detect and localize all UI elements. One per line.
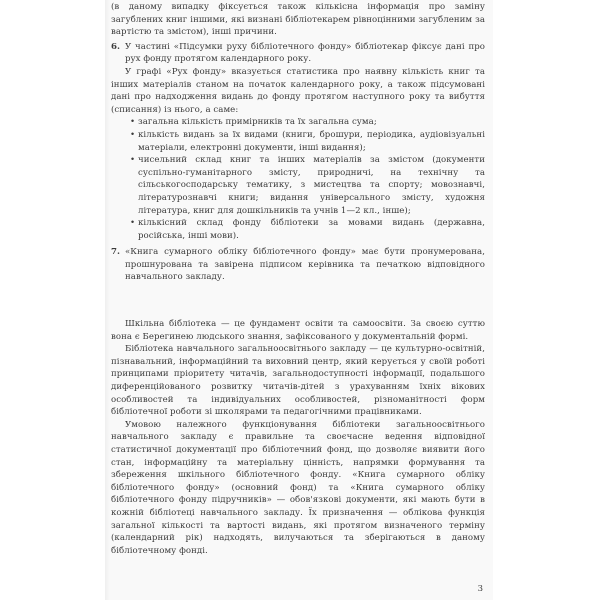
- fund-movement-paragraph: У графі «Рух фонду» вказується статистика про наявну кількість книг та інших матеріалів станом на початок календарного року, а також підсумовані дані про надходження видань до фонду протягом наступного року та вибуття (списання) із нього, а саме:: [111, 66, 485, 115]
- page-content: [111, 1, 485, 557]
- continuation-paragraph: (в даному випадку фіксується також кількісна інформація про заміну загублених книг іншими, які визнані бібліотекарем рівноцінними загубленим за вартістю та змістом), інші причини.: [111, 2, 485, 38]
- section-gap: [111, 284, 485, 318]
- body-paragraph: Шкільна бібліотека — це фундамент освіти та самоосвіти. За своєю суттю вона є Берегинею людського знання, зафіксованого у документальній формі.: [111, 319, 485, 342]
- item-7-text: «Книга сумарного обліку бібліотечного фонду» має бути пронумерована, прошнурована та завірена підписом керівника та печаткою відповідного навчального закладу.: [125, 247, 485, 283]
- body-paragraph: Бібліотека навчального загальноосвітнього закладу — це культурно-освітній, пізнавальний, інформаційний та виховний центр, який керується у своїй роботі принципами пріоритету читачів, загальнодоступності інформації, подальшого диференційованого розвитку читачів-дітей з урахуванням їхніх вікових особливостей та індивідуальних особливостей, різноманітності форм бібліотечної роботи зі школярами та педагогічними працівниками.: [111, 344, 485, 418]
- page-number: 3: [477, 584, 483, 594]
- numbered-item-7: [111, 246, 485, 284]
- body-paragraph: Умовою належного функціонування бібліотеки загальноосвітнього навчального закладу є правильне та своєчасне ведення відповідної статистичної документації про бібліотечний фонд, що дозволяє виявити його стан, інформаційну та матеріальну цінність, напрямки формування та збереження шкільного бібліотечного фонду. «Книга сумарного обліку бібліотечного фонду» (основний фонд) та «Книга сумарного обліку бібліотечного фонду підручників» — обов'язкові документи, які мають бути в кожній бібліотеці навчального закладу. Їх призначення — облікова функція загальної кількості та вартості видань, які протягом визначеного терміну (календарний рік) надходять, вилучаються та зберігаються в даному бібліотечному фонді.: [111, 419, 485, 556]
- numbered-item-6: [111, 41, 485, 66]
- item-number: 7.: [111, 247, 121, 258]
- item-number: 6.: [111, 41, 121, 52]
- bullet-item: • кількісний склад фонду бібліотеки за мовами видань (державна, російська, інші мови).: [138, 217, 485, 242]
- bullet-list: [111, 116, 485, 242]
- bullet-item: • чисельний склад книг та інших матеріалів за змістом (документи суспільно-гуманітарного змісту, природничі, на технічну та сільськогосподарську тематику, з мистецтва та спорту; мовознавчі, літературознавчі книги; видання універсального змісту, художня література, книг для дошкільників та учнів 1—2 кл., інше);: [138, 154, 485, 217]
- document-page: [105, 0, 493, 600]
- item-6-text: У частині «Підсумки руху бібліотечного фонду» бібліотекар фіксує дані про рух фонду протягом календарного року.: [125, 41, 485, 65]
- bullet-item: • загальна кількість примірників та їх загальна сума;: [138, 116, 485, 129]
- bullet-item: • кількість видань за їх видами (книги, брошури, періодика, аудіовізуальні матеріали, електронні документи, інші видання);: [138, 129, 485, 154]
